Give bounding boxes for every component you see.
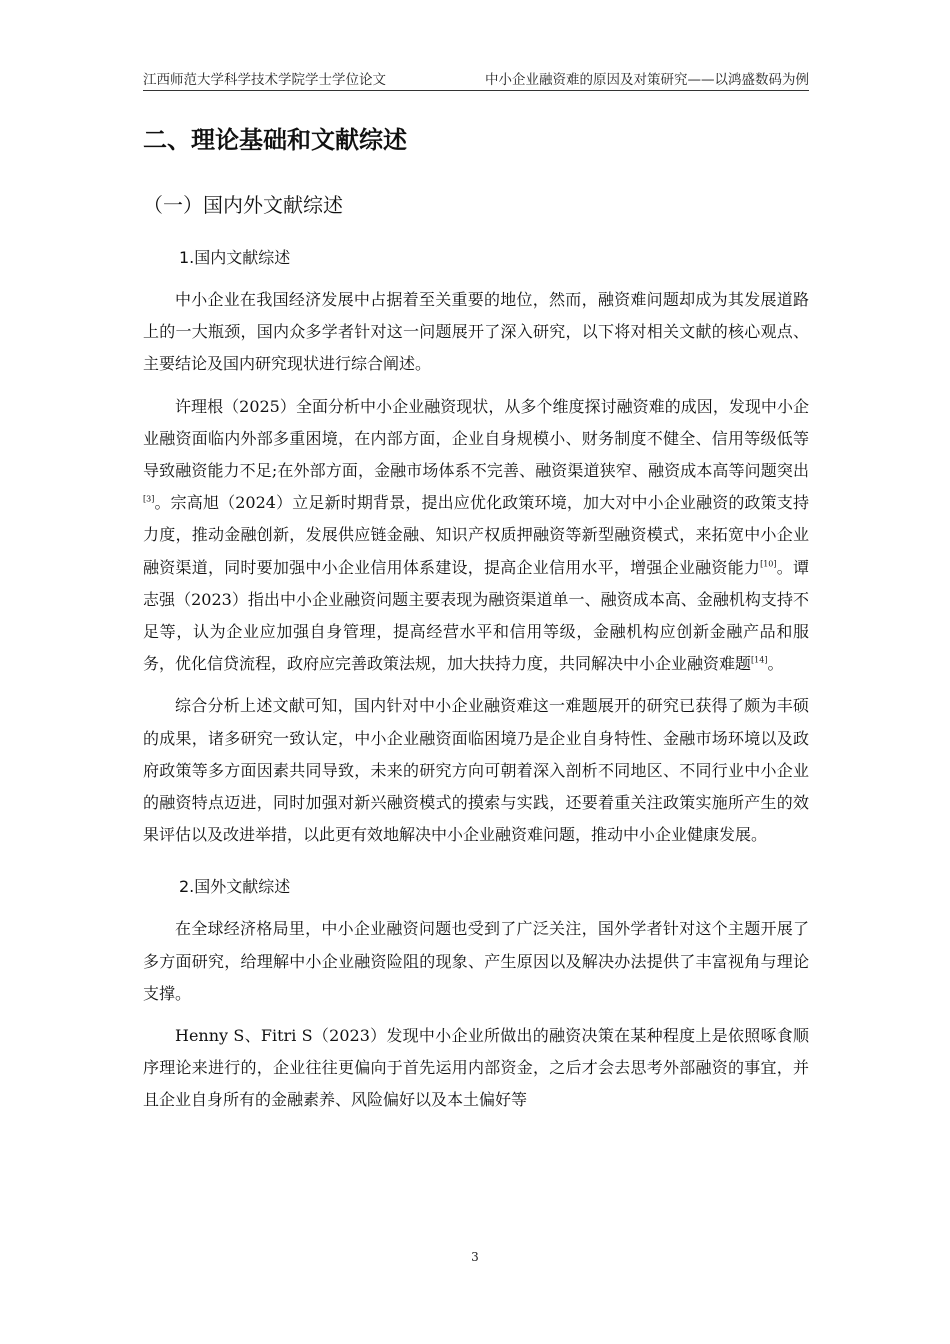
text-segment: 。 <box>767 654 784 674</box>
paragraph-domestic-literature <box>143 391 809 681</box>
text-segment: 许理根（2025）全面分析中小企业融资现状，从多个维度探讨融资难的成因，发现中小企业融资面临内外部多重困境，在内部方面，企业自身规模小、财务制度不健全、信用等级低等导致融资能力不足;在外部方面，金融市场体系不完善、融资渠道狭窄、融资成本高等问题突出 <box>143 396 809 481</box>
paragraph-intro-foreign: 在全球经济格局里，中小企业融资问题也受到了广泛关注，国外学者针对这个主题开展了多方面研究，给理解中小企业融资险阻的现象、产生原因以及解决办法提供了丰富视角与理论支撑。 <box>143 919 809 1003</box>
citation-ref: [14] <box>751 655 768 665</box>
subsection-title-foreign: 2.国外文献综述 <box>179 877 291 897</box>
chapter-title: 二、理论基础和文献综述 <box>143 126 407 154</box>
header-paper-title: 中小企业融资难的原因及对策研究——以鸿盛数码为例 <box>485 72 809 88</box>
text-segment: 。谭志强（2023）指出中小企业融资问题主要表现为融资渠道单一、融资成本高、金融机构支持不足等，认为企业应加强自身管理，提高经营水平和信用等级，金融机构应创新金融产品和服务，优化信贷流程，政府应完善政策法规，加大扶持力度，共同解决中小企业融资难题 <box>143 557 809 674</box>
paragraph-foreign-literature: Henny S、Fitri S（2023）发现中小企业所做出的融资决策在某种程度上是依照啄食顺序理论来进行的，企业往往更偏向于首先运用内部资金，之后才会去思考外部融资的事宜，并且企业自身所有的金融素养、风险偏好以及本土偏好等 <box>143 1026 809 1110</box>
section-title: （一）国内外文献综述 <box>143 193 343 217</box>
page-header <box>143 66 809 91</box>
citation-ref: [10] <box>760 559 777 569</box>
page-number: 3 <box>471 1250 479 1264</box>
text-segment: 。宗高旭（2024）立足新时期背景，提出应优化政策环境，加大对中小企业融资的政策支持力度，推动金融创新，发展供应链金融、知识产权质押融资等新型融资模式，来拓宽中小企业融资渠道，同时要加强中小企业信用体系建设，提高企业信用水平，增强企业融资能力 <box>143 493 809 577</box>
paragraph-domestic-summary: 综合分析上述文献可知，国内针对中小企业融资难这一难题展开的研究已获得了颇为丰硕的成果，诸多研究一致认定，中小企业融资面临困境乃是企业自身特性、金融市场环境以及政府政策等多方面因素共同导致，未来的研究方向可朝着深入剖析不同地区、不同行业中小企业的融资特点迈进，同时加强对新兴融资模式的摸索与实践，还要着重关注政策实施所产生的效果评估以及改进举措，以此更有效地解决中小企业融资难问题，推动中小企业健康发展。 <box>143 696 809 845</box>
header-thesis-title: 江西师范大学科学技术学院学士学位论文 <box>143 72 386 88</box>
citation-ref: [3] <box>143 494 155 504</box>
paragraph-intro-domestic: 中小企业在我国经济发展中占据着至关重要的地位，然而，融资难问题却成为其发展道路上的一大瓶颈，国内众多学者针对这一问题展开了深入研究，以下将对相关文献的核心观点、主要结论及国内研究现状进行综合阐述。 <box>143 290 809 374</box>
subsection-title-domestic: 1.国内文献综述 <box>179 248 291 267</box>
page-content <box>143 118 809 1117</box>
